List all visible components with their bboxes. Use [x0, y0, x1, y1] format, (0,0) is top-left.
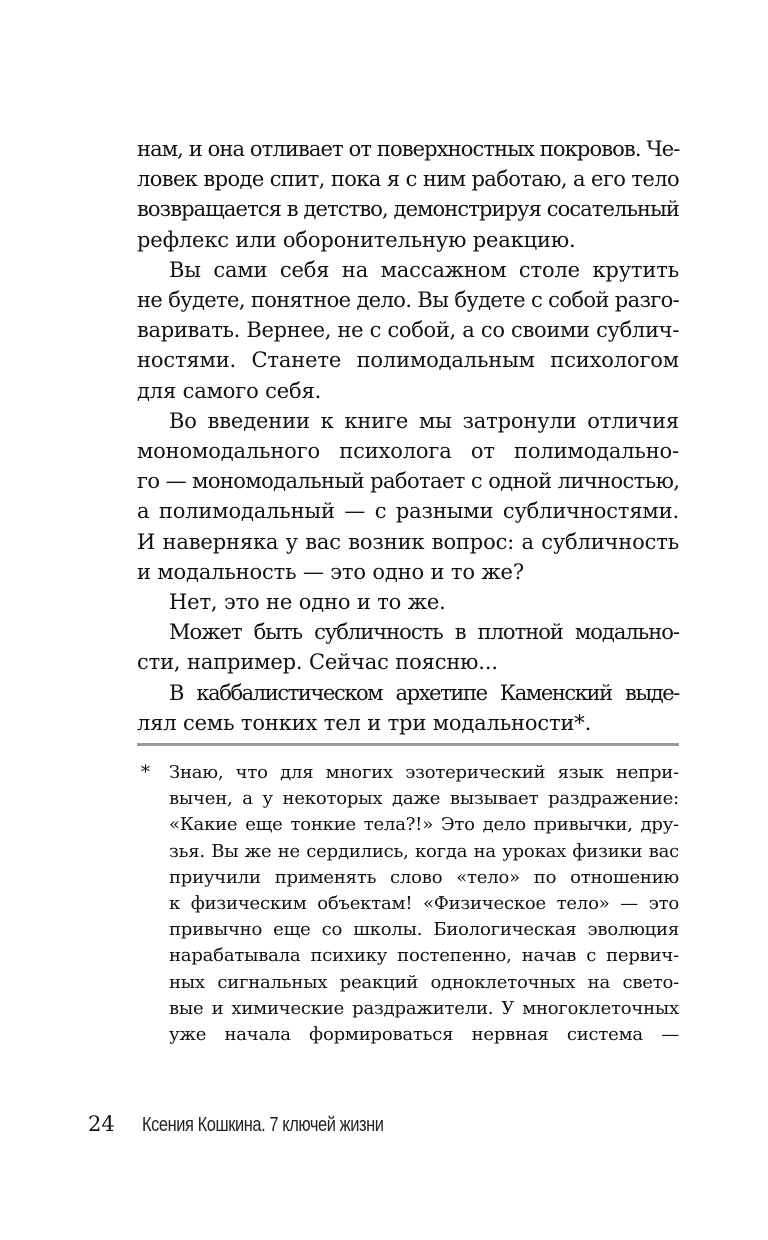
page-number: 24 [88, 1112, 115, 1136]
text-line: рефлекс или оборонительную реакцию. [137, 227, 576, 252]
page-footer [88, 1112, 688, 1142]
main-text [137, 134, 679, 738]
text-line: не будете, понятное дело. Вы будете с собой разго- [137, 288, 680, 313]
text-line: варивать. Вернее, не с собой, а со своими сублич- [137, 318, 679, 343]
text-line: го — мономодальный работает с одной личностью, [137, 469, 680, 494]
footnote-line: привычно еще со школы. Биологическая эволюция [169, 919, 679, 941]
footnote-line: «Какие еще тонкие тела?!» Это дело привычки, дру- [169, 814, 679, 836]
footnote-body [169, 760, 679, 1048]
footnote [137, 760, 679, 1048]
text-line: сти, например. Сейчас поясню... [137, 650, 498, 675]
text-line: В каббалистическом архетипе Каменский выде- [169, 680, 679, 705]
text-line: лял семь тонких тел и три модальности*. [137, 710, 592, 735]
text-line: Нет, это не одно и то же. [169, 590, 446, 615]
text-line: а полимодальный — с разными субличностями. [137, 499, 679, 524]
text-line: Вы сами себя на массажном столе крутить [169, 257, 679, 282]
text-line: и модальность — это одно и то же? [137, 559, 524, 584]
footnote-line: зья. Вы же не сердились, когда на уроках физики вас [169, 840, 679, 862]
footnote-line: нарабатывала психику постепенно, начав с первич- [169, 945, 679, 967]
text-line: для самого себя. [137, 378, 322, 403]
footnote-line: вычен, а у некоторых даже вызывает раздражение: [169, 788, 679, 810]
text-line: возвращается в детство, демонстрируя сосательный [137, 197, 680, 222]
footnote-line: к физическим объектам! «Физическое тело» — это [169, 893, 679, 915]
text-line: ловек вроде спит, пока я с ним работаю, а его тело [137, 167, 679, 192]
text-line: ностями. Станете полимодальным психологом [137, 348, 679, 373]
running-title: Ксения Кошкина. 7 ключей жизни [142, 1114, 384, 1136]
footnote-line: уже начала формироваться нервная система — [169, 1024, 679, 1046]
footnote-line: вые и химические раздражители. У многоклеточных [169, 997, 679, 1019]
text-line: мономодального психолога от полимодально- [137, 439, 679, 464]
text-line: Во введении к книге мы затронули отличия [169, 408, 679, 433]
footnote-line: Знаю, что для многих эзотерический язык непри- [169, 762, 679, 783]
text-line: И наверняка у вас возник вопрос: а субличность [137, 529, 679, 554]
footnote-marker: * [141, 762, 150, 783]
text-line: нам, и она отливает от поверхностных покровов. Че- [137, 137, 680, 161]
footnote-line: ных сигнальных реакций одноклеточных на свето- [169, 971, 679, 993]
footnote-divider [137, 743, 679, 746]
text-line: Может быть субличность в плотной модально- [169, 620, 679, 645]
footnote-line: приучили применять слово «тело» по отношению [169, 866, 679, 888]
